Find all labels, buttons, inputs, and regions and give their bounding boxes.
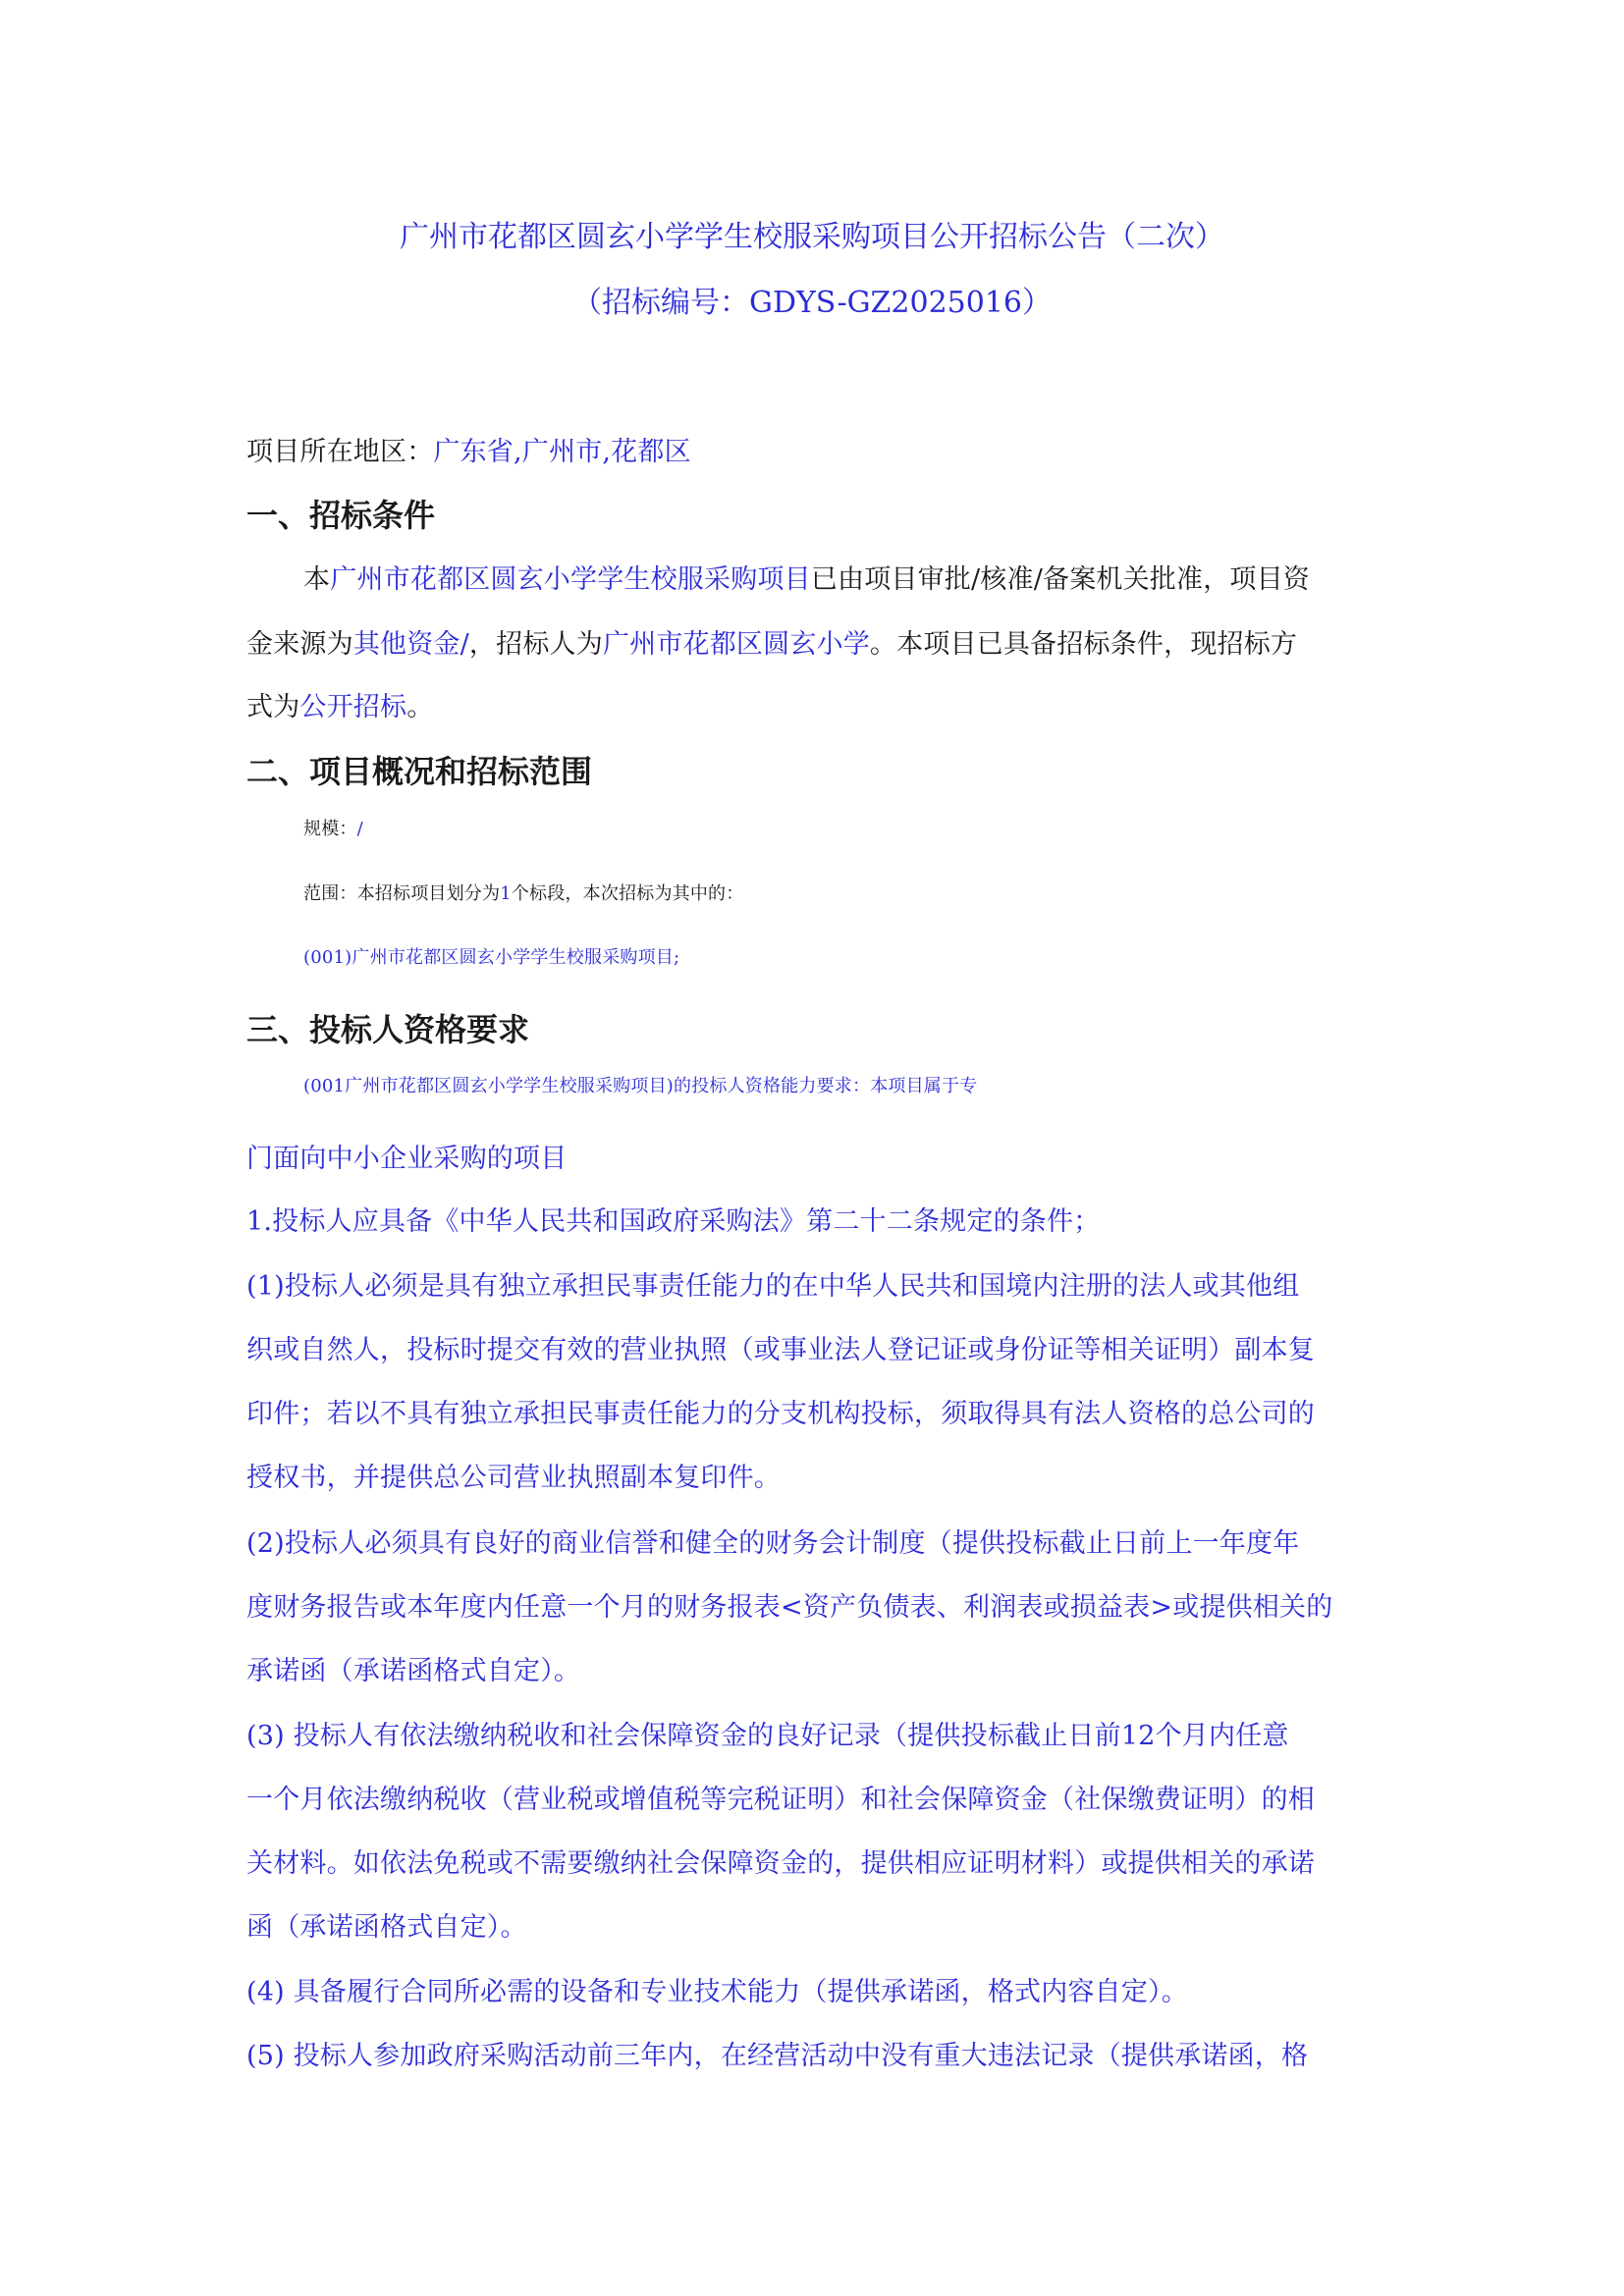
- text: 个标段，本次招标为其中的：: [511, 883, 744, 904]
- condition-3-line-2: 一个月依法缴纳税收（营业税或增值税等完税证明）和社会保障资金（社保缴费证明）的相: [246, 1785, 1315, 1815]
- condition-3-line-1: (3) 投标人有依法缴纳税收和社会保障资金的良好记录（提供投标截止日前12个月内任意: [246, 1721, 1289, 1751]
- document-title: 广州市花都区圆玄小学学生校服采购项目公开招标公告（二次）: [400, 220, 1224, 254]
- lot-count: 1: [500, 883, 512, 904]
- qualification-intro-2: 门面向中小企业采购的项目: [246, 1144, 568, 1174]
- scale-line: [303, 815, 1447, 840]
- region-value: 广东省,广州市,花都区: [433, 437, 691, 467]
- project-region: [246, 430, 1390, 468]
- section-1-heading: 一、招标条件: [246, 497, 436, 534]
- condition-3-line-4: 函（承诺函格式自定）。: [246, 1912, 527, 1943]
- region-label: 项目所在地区：: [246, 437, 434, 467]
- condition-1-line-4: 授权书，并提供总公司营业执照副本复印件。: [246, 1463, 781, 1493]
- fund-source: 其他资金/: [352, 629, 469, 660]
- condition-2-line-1: (2)投标人必须具有良好的商业信誉和健全的财务会计制度（提供投标截止日前上一年度年: [246, 1528, 1300, 1559]
- scope-line: [303, 880, 1447, 905]
- text: 已由项目审批/核准/备案机关批准，项目资: [810, 564, 1311, 595]
- tender-number: [0, 278, 1624, 321]
- condition-1-line-1: (1)投标人必须是具有独立承担民事责任能力的在中华人民共和国境内注册的法人或其他组: [246, 1271, 1300, 1302]
- condition-5-line-1: (5) 投标人参加政府采购活动前三年内，在经营活动中没有重大违法记录（提供承诺函，格: [246, 2041, 1309, 2071]
- scale-label: 规模：: [303, 819, 357, 839]
- condition-3-line-3: 关材料。如依法免税或不需要缴纳社会保障资金的，提供相应证明材料）或提供相关的承诺: [246, 1848, 1315, 1879]
- tender-method: 公开招标: [299, 692, 407, 722]
- condition-4-line-1: (4) 具备履行合同所必需的设备和专业技术能力（提供承诺函，格式内容自定）。: [246, 1977, 1188, 2007]
- qualification-item-1: 1.投标人应具备《中华人民共和国政府采购法》第二十二条规定的条件；: [246, 1206, 1101, 1237]
- text: 金来源为: [246, 629, 353, 660]
- text: 。本项目已具备招标条件，现招标方: [869, 629, 1298, 660]
- section-2-heading: 二、项目概况和招标范围: [246, 753, 593, 790]
- tender-number-prefix: （招标编号：: [571, 286, 749, 320]
- section-3-heading: 三、投标人资格要求: [246, 1011, 530, 1048]
- condition-1-line-2: 织或自然人，投标时提交有效的营业执照（或事业法人登记证或身份证等相关证明）副本复: [246, 1335, 1315, 1365]
- sec1-line-2: [246, 622, 1390, 661]
- lot-item: (001)广州市花都区圆玄小学学生校服采购项目;: [303, 947, 680, 968]
- text: 。: [406, 692, 434, 722]
- tender-number-value: GDYS-GZ2025016: [748, 286, 1023, 320]
- text: 式为: [246, 692, 300, 722]
- sec1-line-1: [303, 558, 1390, 596]
- condition-2-line-2: 度财务报告或本年度内任意一个月的财务报表<资产负债表、利润表或损益表>或提供相关的: [246, 1592, 1333, 1623]
- tender-number-suffix: ）: [1022, 286, 1053, 320]
- project-name: 广州市花都区圆玄小学学生校服采购项目: [330, 564, 811, 595]
- condition-2-line-3: 承诺函（承诺函格式自定）。: [246, 1656, 581, 1686]
- text: ，招标人为: [468, 629, 603, 660]
- qualification-intro-1: (001广州市花都区圆玄小学学生校服采购项目)的投标人资格能力要求：本项目属于专: [303, 1076, 978, 1096]
- text: 本: [303, 564, 331, 595]
- condition-1-line-3: 印件；若以不具有独立承担民事责任能力的分支机构投标，须取得具有法人资格的总公司的: [246, 1399, 1315, 1429]
- sec1-line-3: [246, 685, 1390, 723]
- text: 范围：本招标项目划分为: [303, 883, 501, 904]
- tenderer-name: 广州市花都区圆玄小学: [602, 629, 870, 660]
- scale-value: /: [356, 819, 363, 839]
